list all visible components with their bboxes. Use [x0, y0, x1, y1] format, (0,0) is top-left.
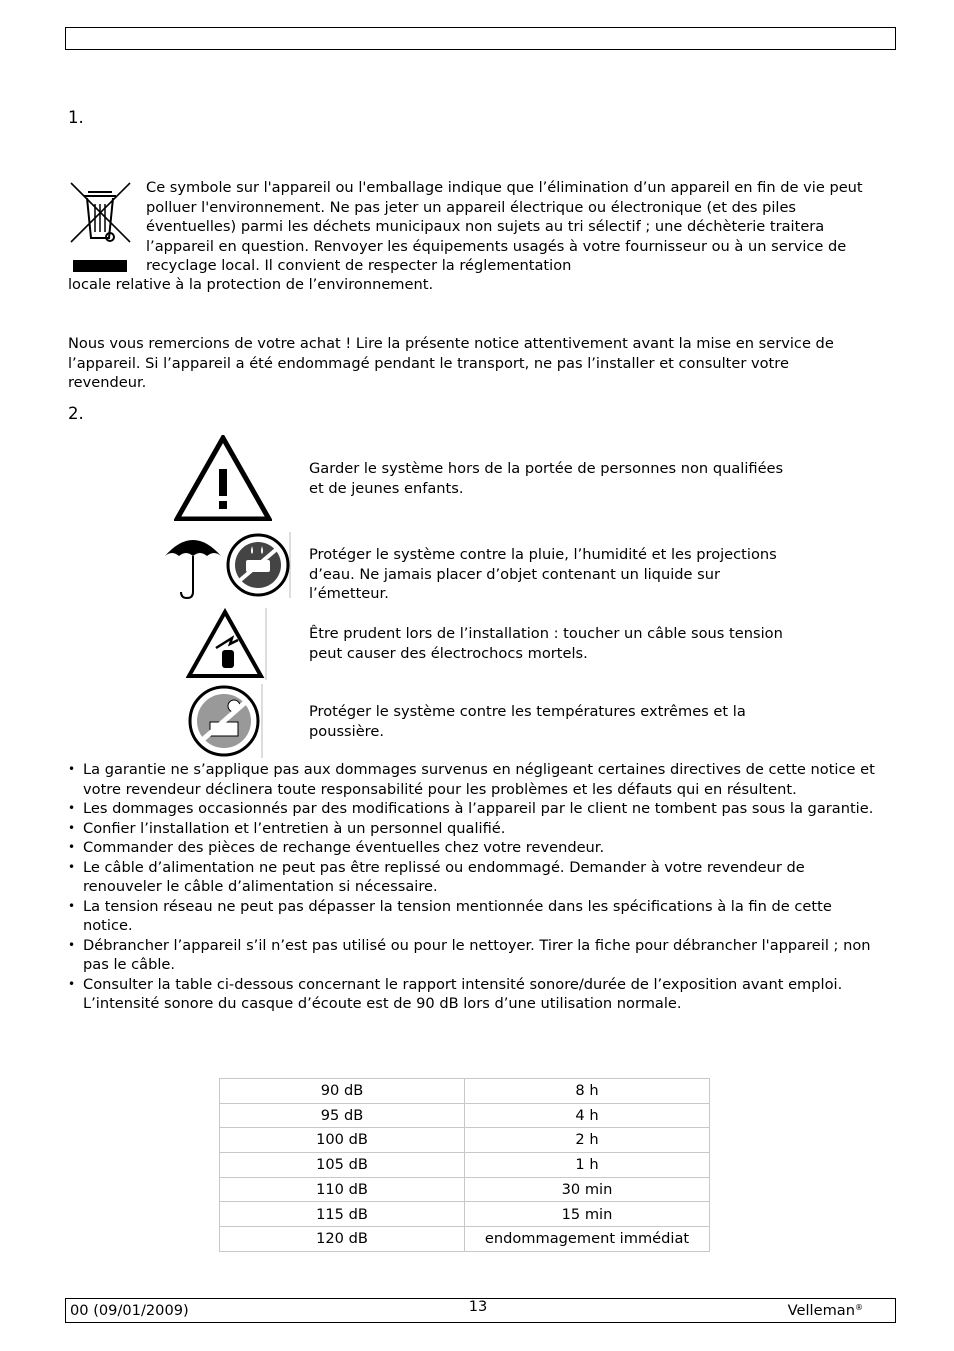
- table-row: [220, 1202, 710, 1227]
- table-cell: 105 dB: [220, 1153, 465, 1178]
- table-cell: 110 dB: [220, 1177, 465, 1202]
- table-row: [220, 1103, 710, 1128]
- table-row: [220, 1177, 710, 1202]
- list-item: • Commander des pièces de rechange éventuelles chez votre revendeur.: [68, 838, 883, 858]
- warning-triangle-icon: [174, 435, 272, 521]
- no-heat-dust-icon: [186, 684, 264, 758]
- list-item: • Les dommages occasionnés par des modifications à l’appareil par le client ne tombent pas sous la garantie.: [68, 799, 883, 819]
- table-cell: 30 min: [465, 1177, 710, 1202]
- table-row: [220, 1079, 710, 1104]
- section-1-number: 1.: [68, 108, 84, 127]
- list-item: • Débrancher l’appareil s’il n’est pas utilisé ou pour le nettoyer. Tirer la fiche pour débrancher l'appareil ; non pas le câble.: [68, 936, 883, 975]
- table-cell: 8 h: [465, 1079, 710, 1104]
- weee-text-last-line: locale relative à la protection de l’environnement.: [68, 276, 434, 293]
- table-cell: 120 dB: [220, 1227, 465, 1252]
- table-cell: 4 h: [465, 1103, 710, 1128]
- table-cell: endommagement immédiat: [465, 1227, 710, 1252]
- table-cell: 2 h: [465, 1128, 710, 1153]
- warning-text-4: Protéger le système contre les températures extrêmes et la poussière.: [309, 703, 746, 740]
- footer-version: 00 (09/01/2009): [70, 1302, 189, 1319]
- table-cell: 95 dB: [220, 1103, 465, 1128]
- sound-exposure-table: [219, 1078, 710, 1252]
- warning-text-3: Être prudent lors de l’installation : toucher un câble sous tension peut causer des électrochocs mortels.: [309, 625, 783, 662]
- table-cell: 115 dB: [220, 1202, 465, 1227]
- footer-brand: [788, 1301, 863, 1321]
- list-item: • La garantie ne s’applique pas aux dommages survenus en négligeant certaines directives de cette notice et votre revendeur déclinera toute responsabilité pour les problèmes et les défauts qui en résultent.: [68, 760, 883, 799]
- safety-bullet-list: [68, 760, 883, 1014]
- list-item: • La tension réseau ne peut pas dépasser la tension mentionnée dans les spécifications à la fin de cette notice.: [68, 897, 883, 936]
- footer-page-number: 13: [468, 1298, 488, 1315]
- warning-text-2: Protéger le système contre la pluie, l’humidité et les projections d’eau. Ne jamais placer d’objet contenant un liquide sur l’émetteur.: [309, 546, 777, 602]
- table-row: [220, 1227, 710, 1252]
- section-2-number: 2.: [68, 404, 84, 423]
- warning-text-1: Garder le système hors de la portée de personnes non qualifiées et de jeunes enfants.: [309, 460, 784, 497]
- list-item: • Le câble d’alimentation ne peut pas être replissé ou endommagé. Demander à votre revendeur de renouveler le câble d’alimentation si nécessaire.: [68, 858, 883, 897]
- page-footer: [65, 1298, 896, 1323]
- table-cell: 90 dB: [220, 1079, 465, 1104]
- list-item: • Consulter la table ci-dessous concernant le rapport intensité sonore/durée de l’exposition avant emploi. L’intensité sonore du casque d’écoute est de 90 dB lors d’une utilisation normale.: [68, 975, 883, 1014]
- table-cell: 100 dB: [220, 1128, 465, 1153]
- electric-shock-icon: [186, 608, 268, 680]
- table-cell: 15 min: [465, 1202, 710, 1227]
- table-cell: 1 h: [465, 1153, 710, 1178]
- table-row: [220, 1128, 710, 1153]
- umbrella-icon: [162, 528, 224, 600]
- weee-text: Ce symbole sur l'appareil ou l'emballage indique que l’élimination d’un appareil en fin de vie peut polluer l'environnement. Ne pas jeter un appareil électrique ou électronique (et des piles éventuelles) parmi les déchets municipaux non sujets au tri sélectif ; une déchèterie traitera l’appareil en question. Renvoyer les équipements usagés à votre fournisseur ou à un service de recyclage local. Il convient de respecter la réglementation: [146, 179, 863, 274]
- page-header: [65, 27, 896, 50]
- table-row: [220, 1153, 710, 1178]
- list-item: • Confier l’installation et l’entretien à un personnel qualifié.: [68, 819, 883, 839]
- weee-bin-icon: [68, 180, 134, 274]
- brand-name: Velleman: [787, 1302, 855, 1319]
- thanks-paragraph: Nous vous remercions de votre achat ! Lire la présente notice attentivement avant la mise en service de l’appareil. Si l’appareil a été endommagé pendant le transport, ne pas l’installer et consulter votre revendeur.: [68, 335, 834, 391]
- no-water-icon: [224, 532, 292, 598]
- registered-mark: ®: [855, 1303, 863, 1312]
